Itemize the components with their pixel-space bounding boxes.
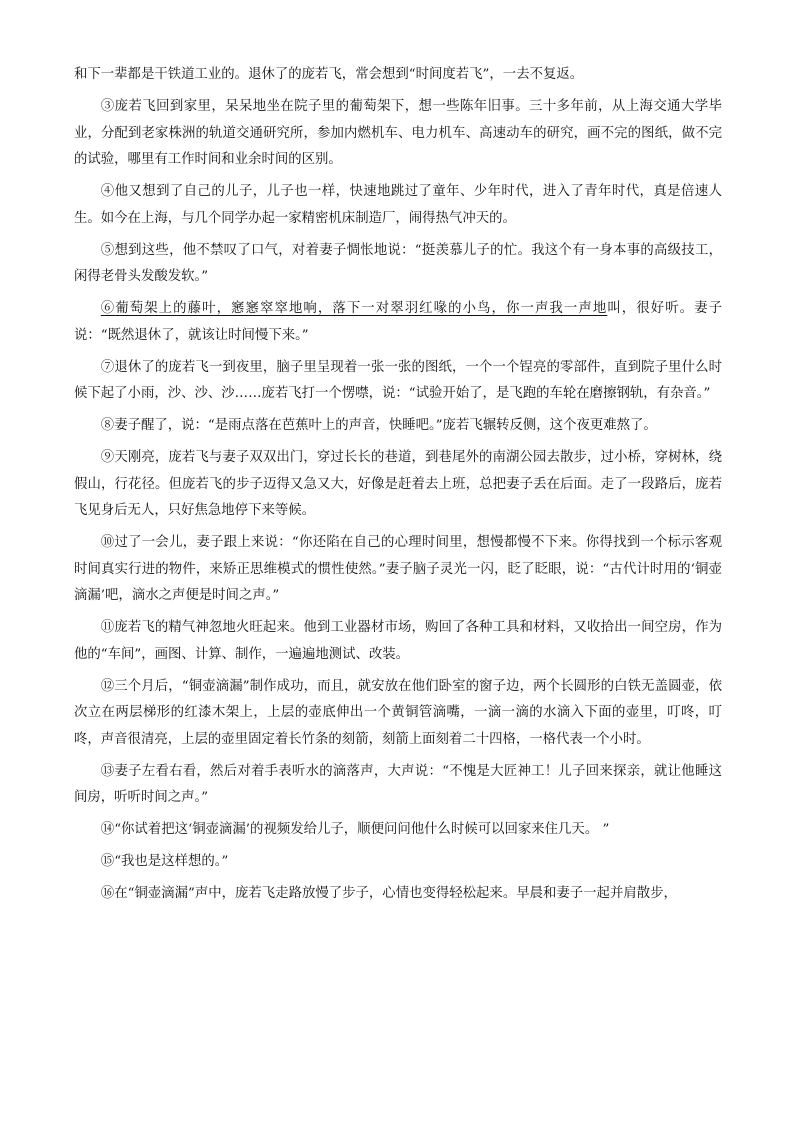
paragraph-text: 退休了的庞若飞一到夜里，脑子里呈现着一张一张的图纸，一个一个锃亮的零部件，直到院子里什么时候下起了小雨，沙、沙、沙……庞若飞打一个愣噤，说：“试验开始了，是飞跑的车轮在磨擦钢轨，有杂音。”	[74, 359, 723, 401]
underlined-sentence: 葡萄架上的藤叶，窸窸窣窣地响，落下一对翠羽红喙的小鸟，你一声我一声地	[115, 301, 608, 316]
paragraph-text: 妻子醒了，说：“是雨点落在芭蕉叶上的声音，快睡吧。”庞若飞辗转反侧，这个夜更难熬了。	[114, 418, 657, 433]
paragraph-text: “我也是这样想的。”	[114, 854, 229, 869]
paragraph-number: ⑤	[100, 242, 115, 258]
paragraph-number: ⑯	[100, 886, 115, 901]
paragraph-text: 他又想到了自己的儿子，儿子也一样，快速地跳过了童年、少年时代，进入了青年时代，真是倍速人生。如今在上海，与几个同学办起一家精密机床制造厂，闹得热气冲天的。	[74, 184, 723, 226]
paragraph-16	[74, 881, 722, 908]
paragraph-5	[74, 238, 722, 291]
paragraph-text: 庞若飞回到家里，呆呆地坐在院子里的葡萄架下，想一些陈年旧事。三十多年前，从上海交通大学毕业，分配到老家株洲的轨道交通研究所，参加内燃机车、电力机车、高速动车的研究，画不完的图纸，做不完的试验，哪里有工作时间和业余时间的区别。	[74, 99, 723, 167]
paragraph-15	[74, 849, 722, 876]
paragraph-text: “你试着把这‘铜壶滴漏’的视频发给儿子，顺便问问他什么时候可以回家来住几天。 ”	[114, 822, 610, 837]
paragraph-text: 过了一会儿，妻子跟上来说：“你还陷在自己的心理时间里，想慢都慢不下来。你得找到一个标示客观时间真实行进的物件，来矫正思维模式的惯性使然。”妻子脑子灵光一闪，眨了眨眼，说：“古代计时用的‘铜壶滴漏’吧，滴水之声便是时间之声。”	[74, 535, 723, 603]
paragraph-6	[74, 296, 722, 349]
paragraph-number: ④	[100, 184, 115, 199]
paragraph-number: ⑮	[100, 854, 115, 869]
paragraph-13	[74, 759, 722, 812]
paragraph-4	[74, 179, 722, 232]
paragraph-text: 庞若飞的精气神忽地火旺起来。他到工业器材市场，购回了各种工具和材料，又收拾出一间空房，作为他的“车间”，画图、计算、制作，一遍遍地测试、改装。	[74, 620, 723, 662]
paragraph-10	[74, 530, 722, 610]
paragraph-number: ⑭	[100, 822, 115, 837]
paragraph-3	[74, 94, 722, 174]
paragraph-number: ⑧	[100, 418, 115, 433]
paragraph-11	[74, 615, 722, 668]
paragraph-text: 三个月后，“铜壶滴漏”制作成功，而且，就安放在他们卧室的窗子边，两个长圆形的白铁无盖圆壶，依次立在两层梯形的红漆木架上，上层的壶底伸出一个黄铜管滴嘴，一滴一滴的水滴入下面的壶里，叮咚，叮咚，声音很清亮，上层的壶里固定着长竹条的刻箭，刻箭上面刻着二十四格，一格代表一个小时。	[74, 678, 722, 747]
paragraph-number: ⑩	[100, 535, 115, 550]
paragraph-number: ⑬	[100, 763, 115, 779]
paragraph-text: 叫，很好听。妻子说：“既然退休了，就该让时间慢下来。”	[74, 301, 723, 343]
paragraph-number: ⑫	[100, 678, 115, 694]
paragraph-number: ⑦	[100, 359, 115, 375]
paragraph-9	[74, 445, 722, 525]
paragraph-continuation	[74, 62, 722, 89]
paragraph-7	[74, 355, 722, 408]
paragraph-text: 天刚亮，庞若飞与妻子双双出门，穿过长长的巷道，到巷尾外的南湖公园去散步，过小桥，穿树林，绕假山，行花径。但庞若飞的步子迈得又急又大，好像是赶着去上班，总把妻子丢在后面。走了一段路后，庞若飞见身后无人，只好焦急地停下来等候。	[74, 450, 723, 518]
paragraph-text: 想到这些，他不禁叹了口气，对着妻子惆怅地说：“挺羡慕儿子的忙。我这个有一身本事的高级技工，闲得老骨头发酸发软。”	[74, 242, 723, 284]
article-body	[74, 62, 722, 913]
paragraph-number: ③	[100, 99, 115, 114]
paragraph-text: 和下一辈都是干铁道工业的。退休了的庞若飞，常会想到“时间度若飞”，一去不复返。	[74, 67, 584, 82]
paragraph-text: 妻子左看右看，然后对着手表听水的滴落声，大声说：“不愧是大匠神工！儿子回来探亲，就让他睡这间房，听听时间之声。”	[74, 763, 723, 805]
paragraph-number: ⑪	[100, 620, 115, 635]
paragraph-8	[74, 413, 722, 440]
paragraph-text: 在“铜壶滴漏”声中，庞若飞走路放慢了步子，心情也变得轻松起来。早晨和妻子一起并肩散步，	[114, 886, 677, 901]
paragraph-number: ⑨	[100, 450, 115, 465]
paragraph-number: ⑥	[100, 301, 116, 316]
paragraph-12	[74, 674, 722, 754]
paragraph-14	[74, 817, 722, 844]
